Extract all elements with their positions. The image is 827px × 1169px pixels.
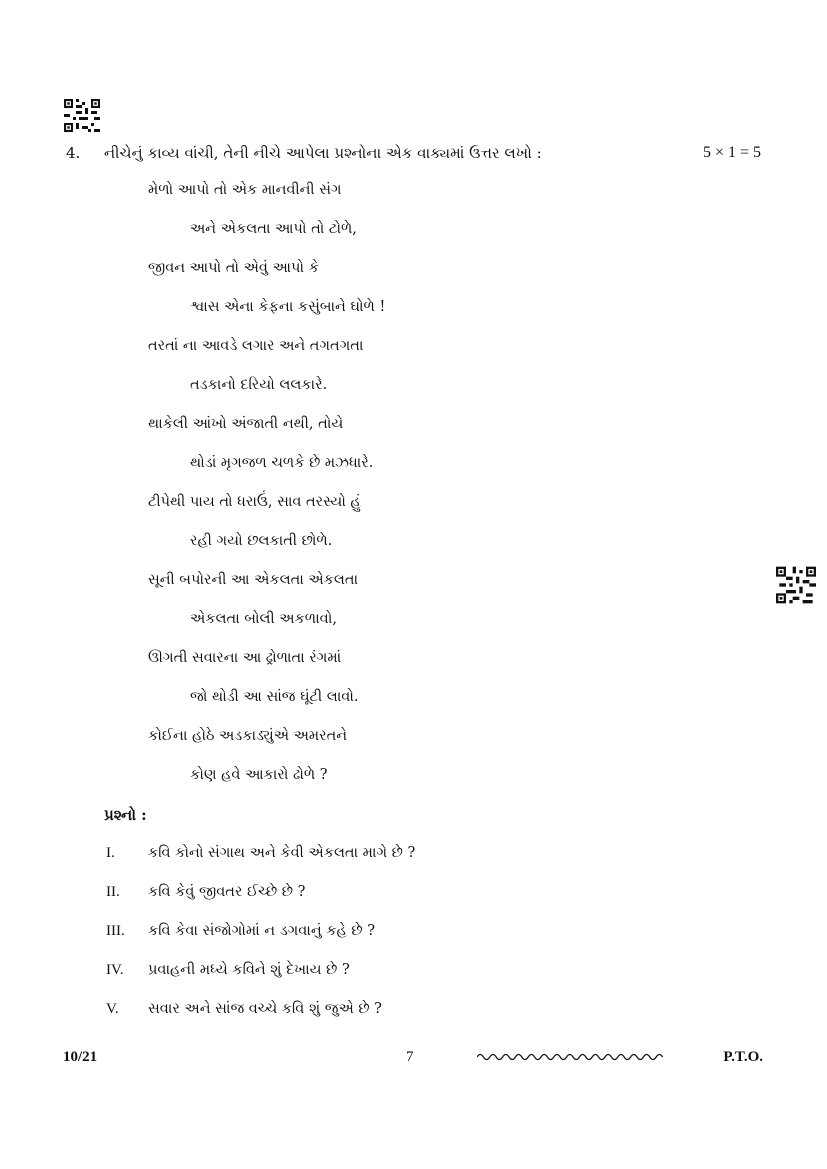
sub-question-text: કવિ કેવા સંજોગોમાં ન ડગવાનું કહે છે ?	[148, 923, 375, 939]
sub-question-text: સવાર અને સાંજ વચ્ચે કવિ શું જુએ છે ?	[148, 1001, 382, 1017]
poem-line: થોડાં મૃગજળ ચળકે છે મઝધારે.	[190, 455, 374, 471]
sub-question-number: II.	[106, 884, 120, 900]
sub-question-text: કવિ કોનો સંગાથ અને કેવી એકલતા માગે છે ?	[148, 845, 416, 861]
sub-question-number: I.	[106, 845, 115, 861]
poem-line: સૂની બપોરની આ એકલતા એકલતા	[148, 572, 359, 588]
paper-code: 10/21	[63, 1049, 98, 1065]
poem-line: કોઈના હોઠે અડકાડ્યુંએ અમરતને	[148, 728, 348, 744]
questions-heading: પ્રશ્નો :	[104, 806, 147, 824]
poem-line: શ્વાસ એના કેફના કસુંબાને ઘોળે !	[190, 299, 386, 315]
poem-line: જીવન આપો તો એવું આપો કે	[148, 260, 319, 276]
sub-question-text: કવિ કેવું જીવતર ઈચ્છે છે ?	[148, 884, 306, 900]
poem-line: જો થોડી આ સાંજ ઘૂંટી લાવો.	[190, 689, 359, 705]
wavy-divider	[477, 1050, 667, 1064]
qr-code-icon	[64, 99, 100, 132]
poem-line: રહી ગયો છલકાતી છોળે.	[190, 533, 333, 549]
question-marks: 5 × 1 = 5	[702, 144, 761, 161]
poem-line: તરતાં ના આવડે લગાર અને તગતગતા	[148, 338, 364, 354]
question-number: 4.	[66, 144, 81, 162]
poem-line: અને એકલતા આપો તો ટોળે,	[190, 221, 357, 237]
page-number: 7	[406, 1049, 414, 1065]
qr-code-icon	[776, 566, 816, 604]
poem-line: કોણ હવે આકારો ઢોળે ?	[190, 767, 328, 783]
poem-line: મેળો આપો તો એક માનવીની સંગ	[148, 182, 342, 198]
please-turn-over: P.T.O.	[723, 1049, 763, 1065]
sub-question-number: IV.	[106, 962, 124, 978]
sub-question-text: પ્રવાહની મધ્યે કવિને શું દેખાય છે ?	[148, 962, 350, 978]
poem-line: ઊગતી સવારના આ ઢ્રોળાતા રંગમાં	[148, 650, 342, 666]
poem-line: થાકેલી આંખો અંજાતી નથી, તોયે	[148, 416, 344, 432]
poem-line: તડકાનો દરિયો લલકારે.	[190, 377, 328, 393]
sub-question-number: III.	[106, 923, 125, 939]
sub-question-number: V.	[106, 1001, 119, 1017]
poem-line: ટીપેથી પાય તો ધરાઉં, સાવ તરસ્યો હું	[148, 494, 361, 510]
question-instruction: નીચેનું કાવ્ય વાંચી, તેની નીચે આપેલા પ્રશ્નોના એક વાક્યમાં ઉત્તર લખો :	[104, 144, 542, 162]
poem-line: એકલતા બોલી અકળાવો,	[190, 611, 337, 627]
